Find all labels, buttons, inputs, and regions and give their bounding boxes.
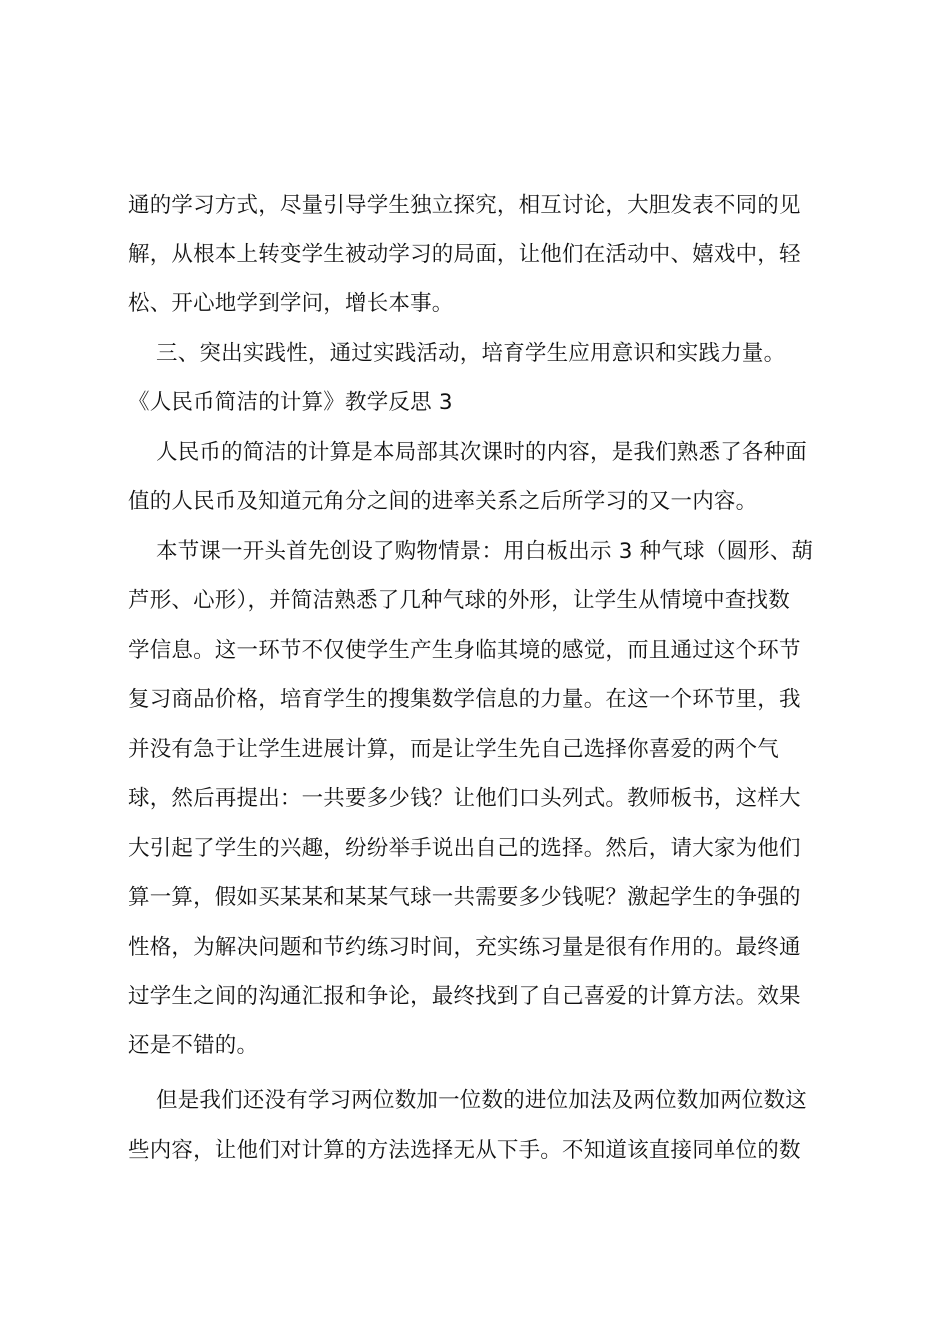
text-line: 学信息。这一环节不仅使学生产生身临其境的感觉，而且通过这个环节	[128, 638, 801, 663]
text-line: 些内容，让他们对计算的方法选择无从下手。不知道该直接同单位的数	[128, 1138, 801, 1163]
text-line: 并没有急于让学生进展计算，而是让学生先自己选择你喜爱的两个气	[128, 737, 780, 762]
text-line: 通的学习方式，尽量引导学生独立探究，相互讨论，大胆发表不同的见	[128, 193, 801, 218]
text-line: 复习商品价格，培育学生的搜集数学信息的力量。在这一个环节里，我	[128, 687, 801, 712]
text-line: 还是不错的。	[128, 1033, 259, 1058]
text-line: 解，从根本上转变学生被动学习的局面，让他们在活动中、嬉戏中，轻	[128, 242, 801, 267]
document-title: 《人民币简洁的计算》教学反思 3	[128, 390, 453, 415]
text-line: 算一算，假如买某某和某某气球一共需要多少钱呢？激起学生的争强的	[128, 885, 801, 910]
text-line: 值的人民币及知道元角分之间的进率关系之后所学习的又一内容。	[128, 489, 758, 514]
text-line: 球，然后再提出：一共要多少钱？让他们口头列式。教师板书，这样大	[128, 786, 801, 811]
paragraph-start: 但是我们还没有学习两位数加一位数的进位加法及两位数加两位数这	[156, 1088, 808, 1113]
paragraph-start: 本节课一开头首先创设了购物情景：用白板出示 3 种气球（圆形、葫	[156, 539, 814, 564]
text-line: 性格，为解决问题和节约练习时间，充实练习量是很有作用的。最终通	[128, 935, 801, 960]
text-line: 芦形、心形），并简洁熟悉了几种气球的外形，让学生从情境中查找数	[128, 588, 790, 613]
text-line: 大引起了学生的兴趣，纷纷举手说出自己的选择。然后，请大家为他们	[128, 836, 801, 861]
paragraph-start: 人民币的简洁的计算是本局部其次课时的内容，是我们熟悉了各种面	[156, 440, 808, 465]
section-heading: 三、突出实践性，通过实践活动，培育学生应用意识和实践力量。	[156, 341, 786, 366]
text-line: 松、开心地学到学问，增长本事。	[128, 291, 454, 316]
text-line: 过学生之间的沟通汇报和争论，最终找到了自己喜爱的计算方法。效果	[128, 984, 801, 1009]
